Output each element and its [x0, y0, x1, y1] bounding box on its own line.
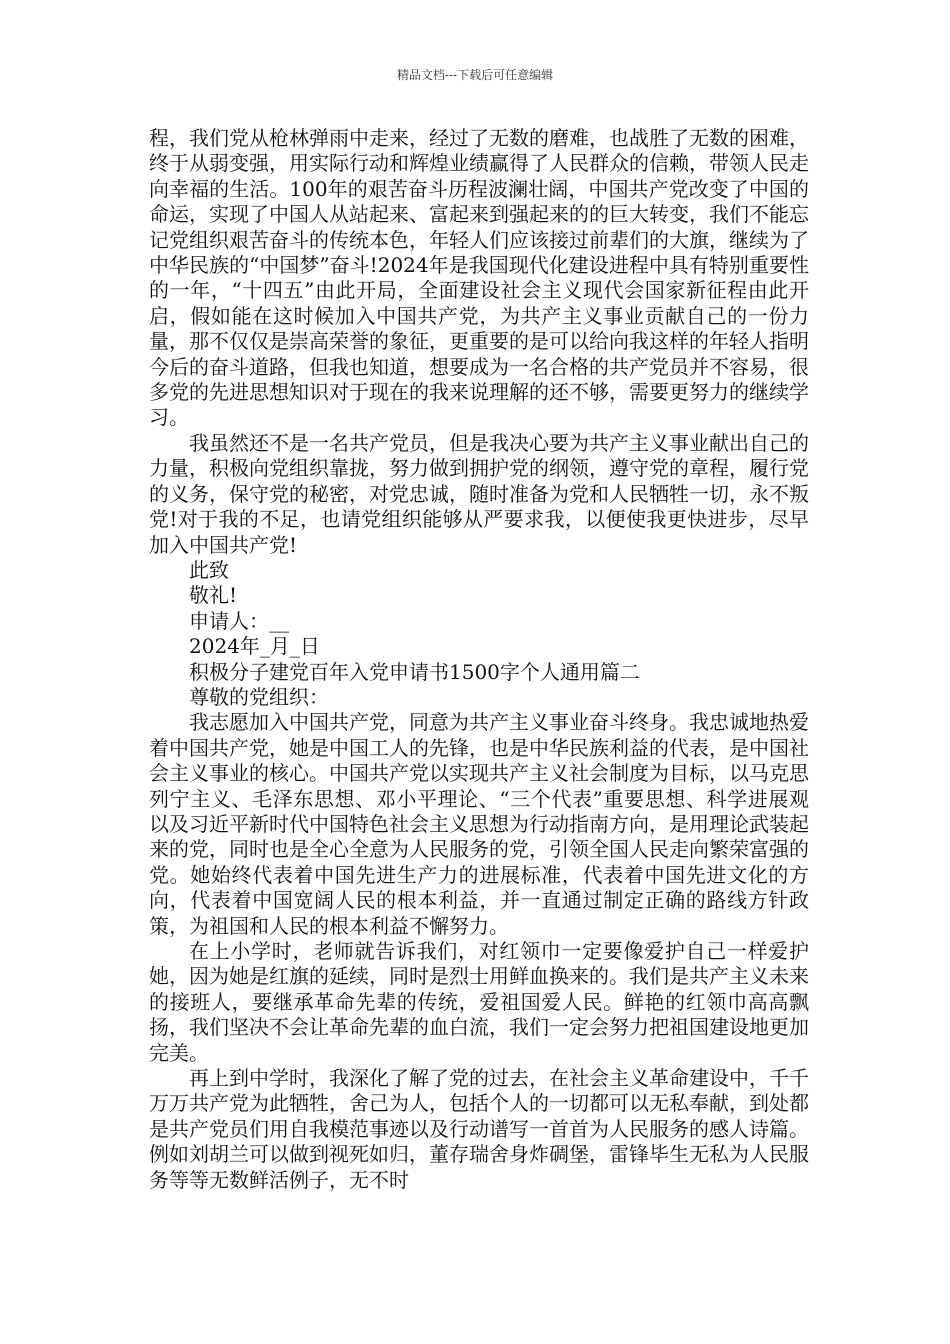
paragraph: 在上小学时，老师就告诉我们，对红领巾一定要像爱护自己一样爱护她，因为她是红旗的延续，同时是烈士用鲜血换来的。我们是共产主义未来的接班人，要继承革命先辈的传统，爱祖国爱人民。鲜艳的红领巾高高飘扬，我们坚决不会让革命先辈的血白流，我们一定会努力把祖国建设地更加完美。 [149, 939, 809, 1065]
paragraph: 我志愿加入中国共产党，同意为共产主义事业奋斗终身。我忠诚地热爱着中国共产党，她是中国工人的先锋，也是中华民族利益的代表，是中国社会主义事业的核心。中国共产党以实现共产主义社会制度为目标，以马克思列宁主义、毛泽东思想、邓小平理论、“三个代表”重要思想、科学进展观以及习近平新时代中国特色社会主义思想为行动指南方向，是用理论武装起来的党，同时也是全心全意为人民服务的党，引领全国人民走向繁荣富强的党。她始终代表着中国先进生产力的进展标准，代表着中国先进文化的方向，代表着中国宽阔人民的根本利益，并一直通过制定正确的路线方针政策，为祖国和人民的根本利益不懈努力。 [149, 710, 809, 938]
paragraph: 申请人：__ [189, 608, 289, 633]
paragraph: 再上到中学时，我深化了解了党的过去，在社会主义革命建设中，千千万万共产党为此牺牲，舍己为人，包括个人的一切都可以无私奉献，到处都是共产党员们用自我模范事迹以及行动谱写一首首为人民服务的感人诗篇。例如刘胡兰可以做到视死如归，董存瑞舍身炸碉堡，雷锋毕生无私为人民服务等等无数鲜活例子，无不时 [149, 1066, 809, 1192]
paragraph: 2024年_月_日 [189, 634, 320, 659]
paragraph: 此致 [189, 557, 229, 582]
paragraph: 敬礼! [189, 583, 238, 608]
document-body [149, 126, 809, 1193]
paragraph: 程，我们党从枪林弹雨中走来，经过了无数的磨难，也战胜了无数的困难，终于从弱变强，用实际行动和辉煌业绩赢得了人民群众的信赖，带领人民走向幸福的生活。100年的艰苦奋斗历程波澜壮阔，中国共产党改变了中国的命运，实现了中国人从站起来、富起来到强起来的的巨大转变，我们不能忘记党组织艰苦奋斗的传统本色，年轻人们应该接过前辈们的大旗，继续为了中华民族的“中国梦”奋斗!2024年是我国现代化建设进程中具有特别重要性的一年，“十四五”由此开局，全面建设社会主义现代会国家新征程由此开启，假如能在这时候加入中国共产党，为共产主义事业贡献自己的一份力量，那不仅仅是崇高荣誉的象征，更重要的是可以给向我这样的年轻人指明今后的奋斗道路，但我也知道，想要成为一名合格的共产党员并不容易，很多党的先进思想知识对于现在的我来说理解的还不够，需要更努力的继续学习。 [149, 126, 809, 430]
paragraph: 积极分子建党百年入党申请书1500字个人通用篇二 [189, 659, 640, 684]
page-header: 精品文档---下载后可任意编辑 [396, 68, 554, 82]
paragraph: 尊敬的党组织： [189, 684, 329, 709]
paragraph: 我虽然还不是一名共产党员，但是我决心要为共产主义事业献出自己的力量，积极向党组织靠拢，努力做到拥护党的纲领，遵守党的章程，履行党的义务，保守党的秘密，对党忠诚，随时准备为党和人民牺牲一切，永不叛党!对于我的不足，也请党组织能够从严要求我，以便使我更快进步，尽早加入中国共产党! [149, 430, 809, 557]
